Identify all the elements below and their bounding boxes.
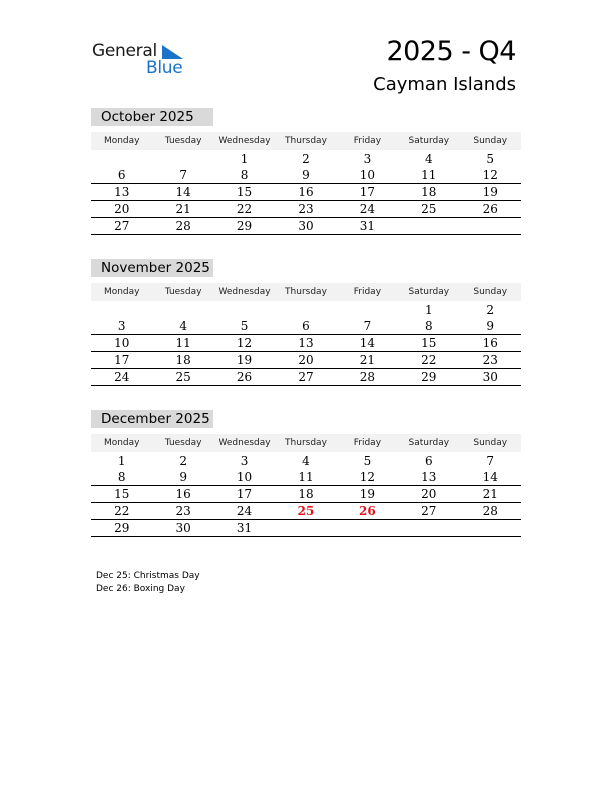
- week-row: [91, 469, 521, 486]
- day-cell: 17: [236, 487, 253, 501]
- weekday-label: Wednesday: [218, 438, 271, 448]
- day-cell: 13: [421, 470, 437, 484]
- day-cell: 19: [236, 353, 253, 367]
- day-cell: 22: [114, 504, 130, 518]
- day-cell: 27: [114, 219, 130, 233]
- weekday-label: Wednesday: [218, 287, 271, 297]
- week-row: [91, 503, 521, 520]
- month-label: October 2025: [91, 108, 213, 126]
- weekday-label: Sunday: [473, 438, 508, 448]
- day-cell: 6: [302, 319, 310, 333]
- day-cell: 11: [175, 336, 191, 350]
- week-row: [91, 452, 521, 469]
- week-row: [91, 318, 521, 335]
- week-row: [91, 167, 521, 184]
- month-calendar: [91, 259, 521, 386]
- logo-text-blue: Blue: [146, 58, 183, 78]
- weekday-label: Saturday: [408, 438, 450, 448]
- day-cell: 9: [179, 470, 187, 484]
- weekday-label: Saturday: [408, 136, 450, 146]
- weekday-label: Friday: [353, 438, 382, 448]
- day-cell: 3: [117, 319, 126, 333]
- day-cell: 22: [236, 202, 253, 216]
- weekday-label: Saturday: [408, 287, 450, 297]
- weekday-label: Friday: [353, 136, 382, 146]
- day-cell: 1: [240, 152, 249, 166]
- month-calendar: [91, 108, 521, 235]
- day-cell: 6: [117, 168, 126, 182]
- day-cell: 2: [302, 152, 310, 166]
- day-cell: 16: [482, 336, 498, 350]
- day-cell: 12: [236, 336, 253, 350]
- day-cell: 10: [114, 336, 130, 350]
- day-cell: 21: [359, 353, 376, 367]
- day-cell: 18: [175, 353, 191, 367]
- country-name: Cayman Islands: [373, 74, 516, 95]
- day-cell: 3: [240, 454, 249, 468]
- logo-text-general: General: [92, 41, 157, 61]
- day-cell: 8: [240, 168, 249, 182]
- month-label: November 2025: [91, 259, 213, 277]
- week-row: [91, 352, 521, 369]
- day-cell: 26: [482, 202, 498, 216]
- day-cell: 12: [359, 470, 376, 484]
- weekday-label: Thursday: [285, 438, 327, 448]
- day-cell: 5: [363, 454, 372, 468]
- week-row: [91, 520, 521, 537]
- day-cell: 14: [359, 336, 376, 350]
- brand-logo: [92, 41, 192, 81]
- day-cell: 29: [114, 521, 130, 535]
- day-cell: 9: [302, 168, 310, 182]
- day-cell: 7: [486, 454, 495, 468]
- day-cell: 25: [175, 370, 191, 384]
- day-cell: 10: [359, 168, 376, 182]
- day-cell: 22: [421, 353, 437, 367]
- day-cell: 3: [363, 152, 372, 166]
- day-cell: 7: [179, 168, 187, 182]
- weekday-label: Thursday: [285, 136, 327, 146]
- week-row: [91, 184, 521, 201]
- day-cell: 16: [298, 185, 314, 199]
- day-cell: 17: [359, 185, 376, 199]
- week-row: [91, 201, 521, 218]
- day-cell: 9: [486, 319, 495, 333]
- day-cell: 15: [236, 185, 253, 199]
- day-cell: 30: [298, 219, 314, 233]
- day-cell: 24: [114, 370, 130, 384]
- weekday-label: Friday: [353, 287, 382, 297]
- day-cell: 23: [175, 504, 191, 518]
- day-cell: 21: [482, 487, 498, 501]
- day-cell: 23: [482, 353, 498, 367]
- day-cell: 25: [297, 504, 315, 518]
- weekday-header: [91, 283, 521, 301]
- month-calendar: [91, 410, 521, 537]
- day-cell: 15: [421, 336, 437, 350]
- day-cell: 31: [236, 521, 253, 535]
- month-label: December 2025: [91, 410, 213, 428]
- day-cell: 23: [298, 202, 314, 216]
- day-cell: 13: [298, 336, 314, 350]
- day-cell: 20: [114, 202, 130, 216]
- day-cell: 25: [421, 202, 437, 216]
- day-cell: 5: [486, 152, 495, 166]
- day-cell: 2: [179, 454, 187, 468]
- week-row: [91, 369, 521, 386]
- day-cell: 11: [421, 168, 437, 182]
- day-cell: 2: [486, 303, 495, 317]
- weekday-label: Tuesday: [164, 136, 202, 146]
- day-cell: 14: [482, 470, 498, 484]
- day-cell: 4: [179, 319, 187, 333]
- weekday-label: Sunday: [473, 287, 508, 297]
- week-row: [91, 335, 521, 352]
- day-cell: 8: [425, 319, 433, 333]
- day-cell: 30: [175, 521, 191, 535]
- week-row: [91, 301, 521, 318]
- day-cell: 15: [114, 487, 130, 501]
- weekday-label: Monday: [103, 438, 140, 448]
- day-cell: 1: [117, 454, 126, 468]
- day-cell: 19: [482, 185, 498, 199]
- day-cell: 13: [114, 185, 130, 199]
- holiday-notes: [96, 570, 200, 596]
- day-cell: 18: [298, 487, 314, 501]
- day-cell: 31: [359, 219, 376, 233]
- day-cell: 17: [114, 353, 130, 367]
- day-cell: 8: [117, 470, 126, 484]
- day-cell: 28: [359, 370, 376, 384]
- day-cell: 26: [236, 370, 253, 384]
- day-cell: 27: [421, 504, 437, 518]
- weekday-label: Wednesday: [218, 136, 271, 146]
- day-cell: 28: [175, 219, 191, 233]
- day-cell: 4: [425, 152, 433, 166]
- day-cell: 4: [302, 454, 310, 468]
- weekday-label: Thursday: [285, 287, 327, 297]
- day-cell: 1: [425, 303, 433, 317]
- day-cell: 24: [236, 504, 253, 518]
- day-cell: 29: [421, 370, 437, 384]
- page-title: 2025 - Q4: [386, 36, 516, 67]
- week-row: [91, 150, 521, 167]
- day-cell: 14: [175, 185, 191, 199]
- day-cell: 28: [482, 504, 498, 518]
- weekday-header: [91, 434, 521, 452]
- week-row: [91, 218, 521, 235]
- day-cell: 27: [298, 370, 314, 384]
- day-cell: 11: [298, 470, 314, 484]
- day-cell: 30: [482, 370, 498, 384]
- day-cell: 21: [175, 202, 191, 216]
- day-cell: 24: [359, 202, 376, 216]
- day-cell: 16: [175, 487, 191, 501]
- day-cell: 20: [298, 353, 314, 367]
- day-cell: 12: [482, 168, 498, 182]
- day-cell: 20: [421, 487, 437, 501]
- weekday-label: Sunday: [473, 136, 508, 146]
- weekday-label: Monday: [103, 287, 140, 297]
- weekday-label: Tuesday: [164, 287, 202, 297]
- day-cell: 6: [425, 454, 433, 468]
- day-cell: 7: [363, 319, 372, 333]
- day-cell: 26: [359, 504, 376, 518]
- week-row: [91, 486, 521, 503]
- holiday-note: Dec 26: Boxing Day: [96, 584, 185, 594]
- day-cell: 5: [240, 319, 249, 333]
- weekday-header: [91, 132, 521, 150]
- day-cell: 10: [236, 470, 253, 484]
- weekday-label: Monday: [103, 136, 140, 146]
- day-cell: 19: [359, 487, 376, 501]
- weekday-label: Tuesday: [164, 438, 202, 448]
- day-cell: 18: [421, 185, 437, 199]
- day-cell: 29: [236, 219, 253, 233]
- holiday-note: Dec 25: Christmas Day: [96, 571, 200, 581]
